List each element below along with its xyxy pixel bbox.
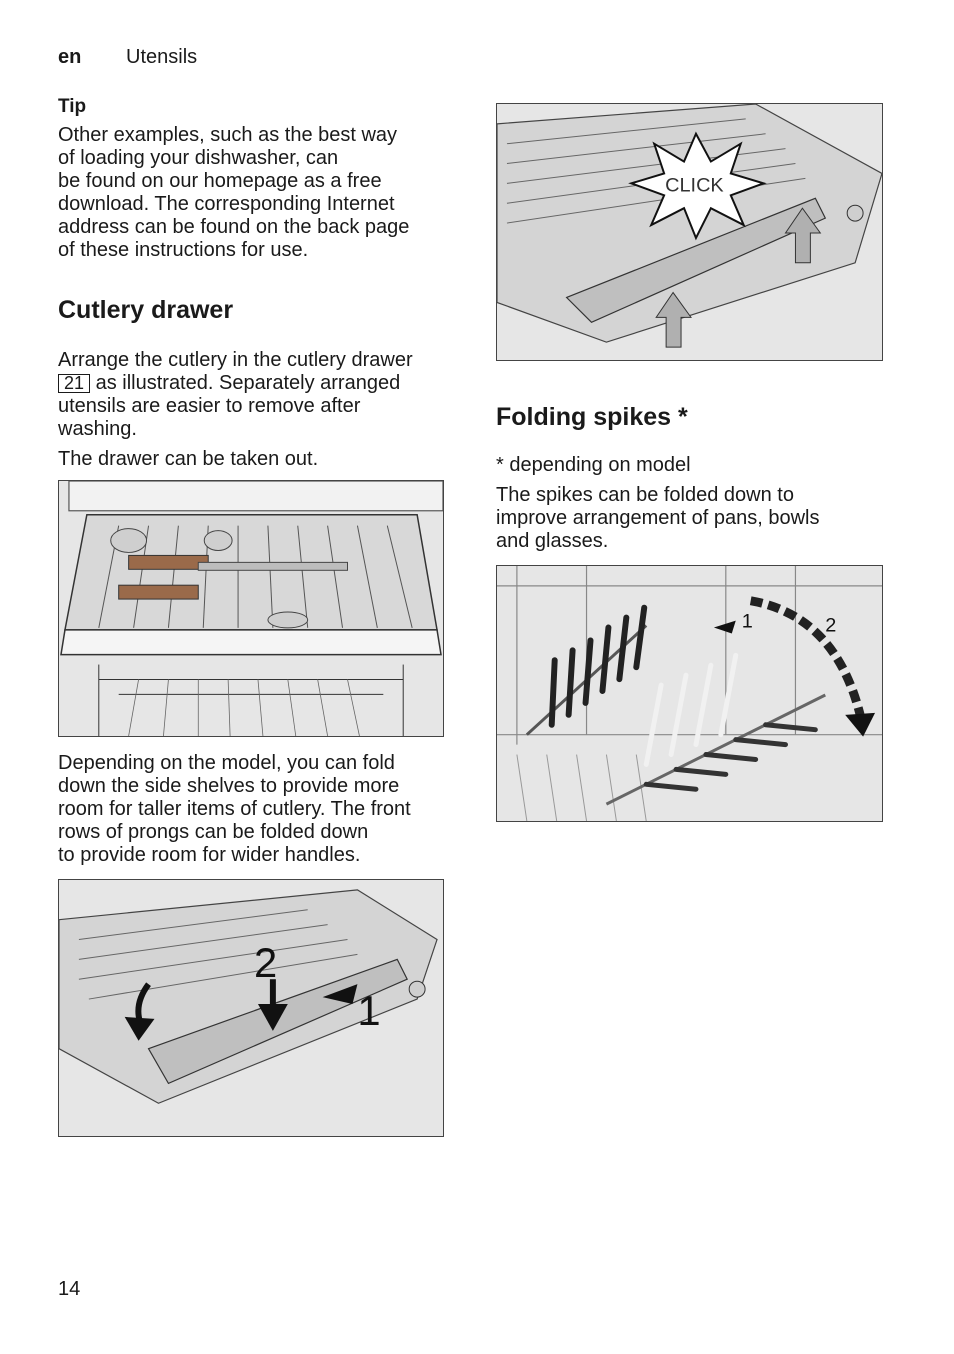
left-column [58, 96, 454, 1137]
cutlery-drawer-drawing [59, 481, 443, 736]
cutlery-intro-line: utensils are easier to remove after [58, 395, 361, 417]
fold-line: down the side shelves to provide more [58, 775, 400, 797]
click-into-place-illustration [496, 103, 883, 361]
fold-step-1: 1 [741, 610, 753, 633]
step-label-1: 1 [357, 986, 381, 1034]
folding-spikes-heading: Folding spikes * [496, 403, 688, 431]
fold-down-shelves-drawing [59, 880, 443, 1136]
folding-spikes-drawing [497, 566, 882, 821]
click-label: CLICK [665, 174, 724, 197]
cutlery-intro-line: as illustrated. Separately arranged [90, 372, 401, 394]
folding-line: The spikes can be folded down to [496, 484, 794, 506]
fold-shelves-text [58, 752, 454, 867]
tip-line: of loading your dishwasher, can [58, 147, 339, 169]
fold-down-shelves-illustration [58, 879, 444, 1137]
step-label-2: 2 [253, 939, 278, 987]
cutlery-drawer-illustration [58, 480, 444, 737]
page-number: 14 [58, 1278, 81, 1300]
tip-line: of these instructions for use. [58, 239, 309, 261]
tip-line: download. The corresponding Internet [58, 193, 395, 215]
model-note: * depending on model [496, 454, 691, 476]
folding-line: improve arrangement of pans, bowls [496, 507, 820, 529]
cutlery-intro-line: Arrange the cutlery in the cutlery drawer [58, 349, 413, 371]
folding-spikes-illustration [496, 565, 883, 822]
tip-label: Tip [58, 96, 87, 117]
tip-line: be found on our homepage as a free [58, 170, 382, 192]
fold-line: room for taller items of cutlery. The front [58, 798, 411, 820]
cutlery-intro-text [58, 349, 454, 441]
header-language: en [58, 46, 82, 68]
fold-line: to provide room for wider handles. [58, 844, 361, 866]
tip-line: address can be found on the back page [58, 216, 410, 238]
click-into-place-drawing [497, 104, 882, 360]
fold-line: rows of prongs can be folded down [58, 821, 369, 843]
cutlery-drawer-heading: Cutlery drawer [58, 296, 234, 324]
tip-line: Other examples, such as the best way [58, 124, 398, 146]
fold-step-2: 2 [825, 614, 837, 637]
folding-spikes-text [496, 484, 884, 553]
fold-line: Depending on the model, you can fold [58, 752, 395, 774]
drawer-removable-text: The drawer can be taken out. [58, 448, 319, 470]
right-column [496, 103, 884, 822]
reference-number-box: 21 [58, 374, 90, 393]
tip-text [58, 124, 454, 262]
cutlery-intro-line: washing. [58, 418, 137, 440]
header-section-title: Utensils [126, 46, 198, 68]
folding-line: and glasses. [496, 530, 609, 552]
